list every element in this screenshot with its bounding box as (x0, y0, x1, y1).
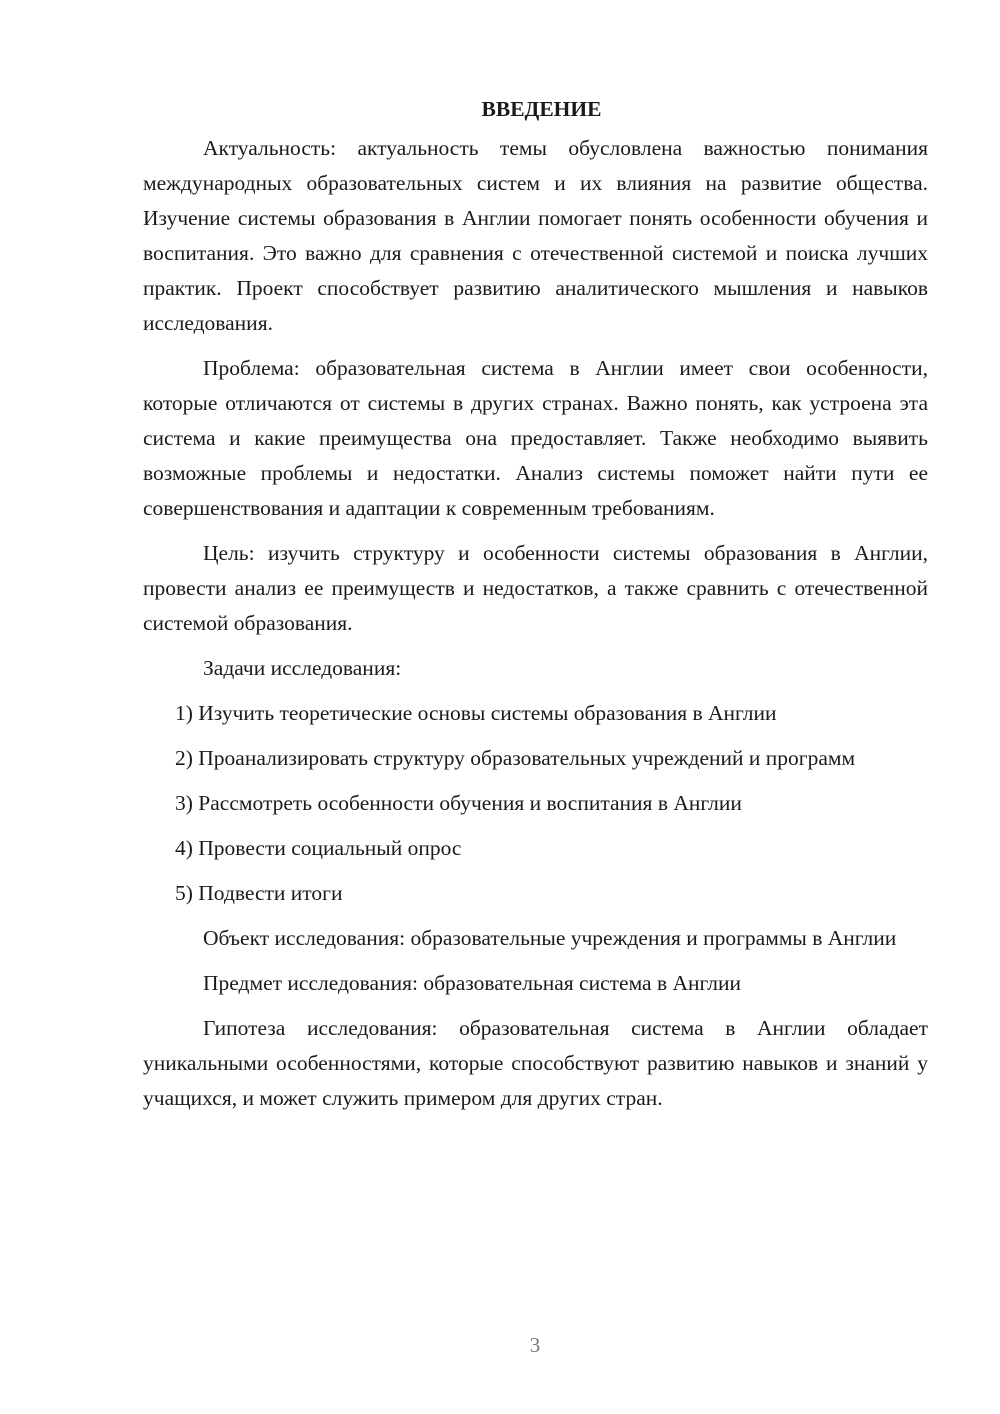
task-item: 2) Проанализировать структуру образовательных учреждений и программ (175, 746, 856, 770)
section-title: ВВЕДЕНИЕ (481, 97, 602, 121)
page-number: 3 (529, 1333, 541, 1357)
paragraph-relevance: Актуальность: актуальность темы обусловлена важностью понимания международных образовательных систем и их влияния на развитие общества. Изучение системы образования в Англии помогает понять особенности обучения и воспитания. Это важно для сравнения с отечественной системой и поиска лучших практик. Проект способствует развитию аналитического мышления и навыков исследования. (143, 136, 928, 335)
paragraph-object: Объект исследования: образовательные учреждения и программы в Англии (203, 926, 897, 950)
paragraph-goal: Цель: изучить структуру и особенности системы образования в Англии, провести анализ ее преимуществ и недостатков, а также сравнить с отечественной системой образования. (143, 541, 928, 635)
paragraph-hypothesis: Гипотеза исследования: образовательная система в Англии обладает уникальными особенностями, которые способствуют развитию навыков и знаний у учащихся, и может служить примером для других стран. (143, 1016, 928, 1110)
paragraph-subject: Предмет исследования: образовательная система в Англии (203, 971, 741, 995)
page-body (143, 92, 928, 1126)
paragraph-problem: Проблема: образовательная система в Англии имеет свои особенности, которые отличаются от системы в других странах. Важно понять, как устроена эта система и какие преимущества она предоставляет. Также необходимо выявить возможные проблемы и недостатки. Анализ системы поможет найти пути ее совершенствования и адаптации к современным требованиям. (143, 356, 928, 520)
task-item: 5) Подвести итоги (175, 881, 343, 905)
task-item: 1) Изучить теоретические основы системы образования в Англии (175, 701, 777, 725)
task-item: 3) Рассмотреть особенности обучения и воспитания в Англии (175, 791, 742, 815)
task-item: 4) Провести социальный опрос (175, 836, 462, 860)
paragraph-tasks-heading: Задачи исследования: (203, 656, 402, 680)
